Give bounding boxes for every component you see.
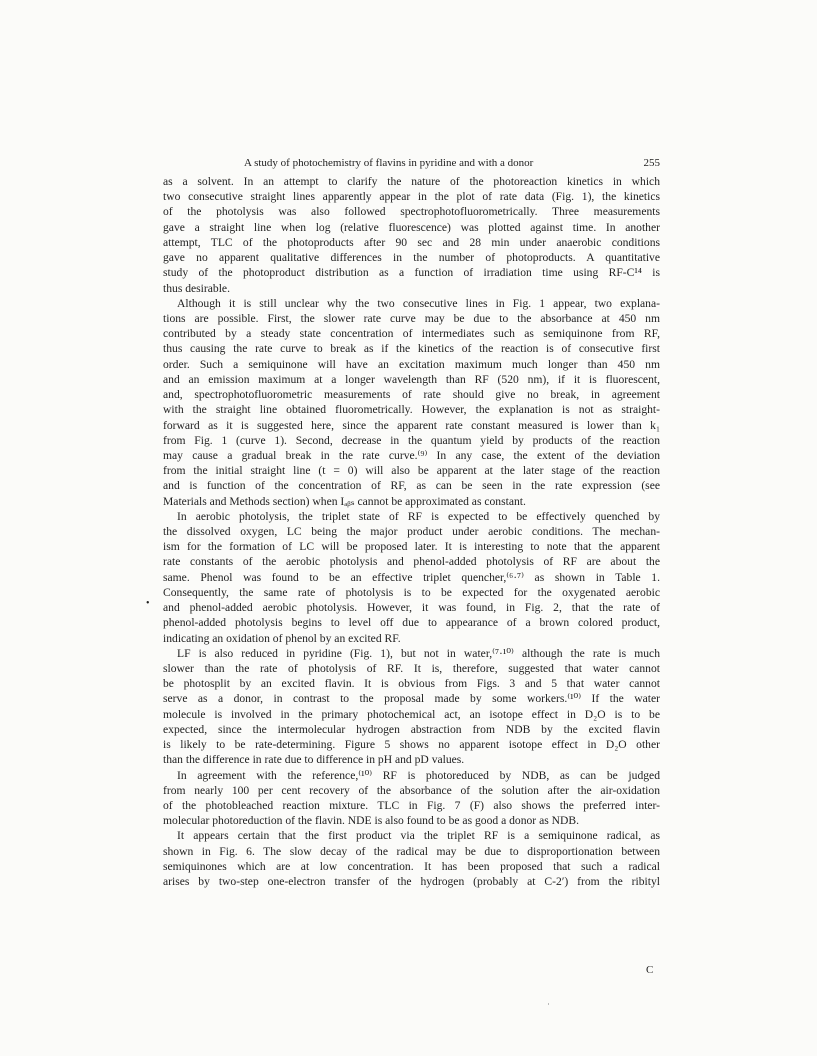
margin-mark: • [146,598,150,609]
text-line: from the initial straight line (t = 0) will also be apparent at the later stage of the reaction [163,464,660,478]
text-line: LF is also reduced in pyridine (Fig. 1), but not in water,⁽⁷·¹⁰⁾ although the rate is much [177,646,660,660]
text-line: contributed by a steady state concentration of intermediates such as semiquinone from RF, [163,327,660,341]
text-line: thus causing the rate curve to break as if the kinetics of the reaction is of consecutive first [163,342,660,356]
text-line: arises by two-step one-electron transfer of the hydrogen (probably at C-2′) from the ribityl [163,875,660,889]
text-line: of the photobleached reaction mixture. TLC in Fig. 7 (F) also shows the preferred inter- [163,798,660,812]
text-line: be photosplit by an excited flavin. It is obvious from Figs. 3 and 5 that water cannot [163,677,660,691]
text-line: Although it is still unclear why the two consecutive lines in Fig. 1 appear, two explana- [177,296,660,310]
running-title: A study of photochemistry of flavins in pyridine and with a donor [244,157,534,169]
scan-speck [548,1003,549,1005]
text-line: gave a straight line when log (relative fluorescence) was plotted against time. In another [163,220,660,234]
text-line: attempt, TLC of the photoproducts after 90 sec and 28 min under anaerobic conditions [163,235,660,249]
text-line: indicating an oxidation of phenol by an excited RF. [163,631,401,645]
text-line: shown in Fig. 6. The slow decay of the radical may be due to disproportionation between [163,844,660,858]
signature-mark: C [646,964,654,976]
page-number: 255 [643,157,660,169]
text-line: In aerobic photolysis, the triplet state of RF is expected to be effectively quenched by [177,509,660,523]
text-line: semiquinones which are at low concentration. It has been proposed that such a radical [163,859,660,873]
text-line: with the straight line obtained fluorometrically. However, the explanation is not as straight- [163,403,660,417]
running-header [210,155,660,171]
text-line: phenol-added photolysis begins to level off due to appearance of a brown colored product, [163,616,660,630]
text-line: from nearly 100 per cent recovery of the absorbance of the solution after the air-oxidation [163,783,660,797]
text-line: of the photolysis was also followed spectrophotofluorometrically. Three measurements [163,205,660,219]
text-line: order. Such a semiquinone will have an excitation maximum much longer than 450 nm [163,357,660,371]
text-line: molecule is involved in the primary photochemical act, an isotope effect in D₂O is to be [163,707,660,721]
text-line: and an emission maximum at a longer wavelength than RF (520 nm), if it is fluorescent, [163,372,660,386]
text-line: It appears certain that the first product via the triplet RF is a semiquinone radical, as [177,829,660,843]
text-line: gave no apparent qualitative differences in the number of photoproducts. A quantitative [163,251,660,265]
text-line: same. Phenol was found to be an effective triplet quencher,⁽⁶·⁷⁾ as shown in Table 1. [163,570,660,584]
text-line: and, spectrophotofluorometric measurements of rate should give no break, in agreement [163,388,660,402]
text-line: is likely to be rate-determining. Figure 5 shows no apparent isotope effect in D₂O other [163,738,660,752]
text-line: Materials and Methods section) when Iₐᵦₛ cannot be approximated as constant. [163,494,526,508]
text-line: Consequently, the same rate of photolysis is to be expected for the oxygenated aerobic [163,585,660,599]
text-line: slower than the rate of photolysis of RF. It is, therefore, suggested that water cannot [163,662,660,675]
text-line: than the difference in rate due to difference in pH and pD values. [163,753,465,767]
text-line: as a solvent. In an attempt to clarify the nature of the photoreaction kinetics in which [163,175,660,188]
text-line: two consecutive straight lines apparently appear in the plot of rate data (Fig. 1), the kinetics [163,190,660,204]
text-line: molecular photoreduction of the flavin. NDE is also found to be as good a donor as NDB. [163,814,579,828]
text-line: ism for the formation of LC will be proposed later. It is interesting to note that the apparent [163,540,660,554]
text-line: In agreement with the reference,⁽¹⁰⁾ RF is photoreduced by NDB, as can be judged [177,768,660,782]
text-line: the dissolved oxygen, LC being the major product under aerobic conditions. The mechan- [163,525,660,539]
text-line: thus desirable. [163,281,230,295]
text-line: forward as it is suggested here, since the apparent rate constant measured is lower than k₁ [163,418,660,432]
text-line: from Fig. 1 (curve 1). Second, decrease in the quantum yield by products of the reaction [163,433,660,447]
text-line: serve as a donor, in contrast to the proposal made by some workers.⁽¹⁰⁾ If the water [163,692,660,706]
text-line: may cause a gradual break in the rate curve.⁽⁹⁾ In any case, the extent of the deviation [163,448,660,462]
text-line: expected, since the intermolecular hydrogen abstraction from NDB by the excited flavin [163,722,660,736]
text-line: rate constants of the aerobic photolysis and phenol-added photolysis of RF are about the [163,555,660,569]
text-line: tions are possible. First, the slower rate curve may be due to the absorbance at 450 nm [163,311,660,325]
text-line: and is function of the concentration of RF, as can be seen in the rate expression (see [163,479,660,493]
text-line: and phenol-added aerobic photolysis. However, it was found, in Fig. 2, that the rate of [163,601,660,615]
body-text [163,174,660,889]
text-line: study of the photoproduct distribution as a function of irradiation time using RF-C¹⁴ is [163,266,660,280]
